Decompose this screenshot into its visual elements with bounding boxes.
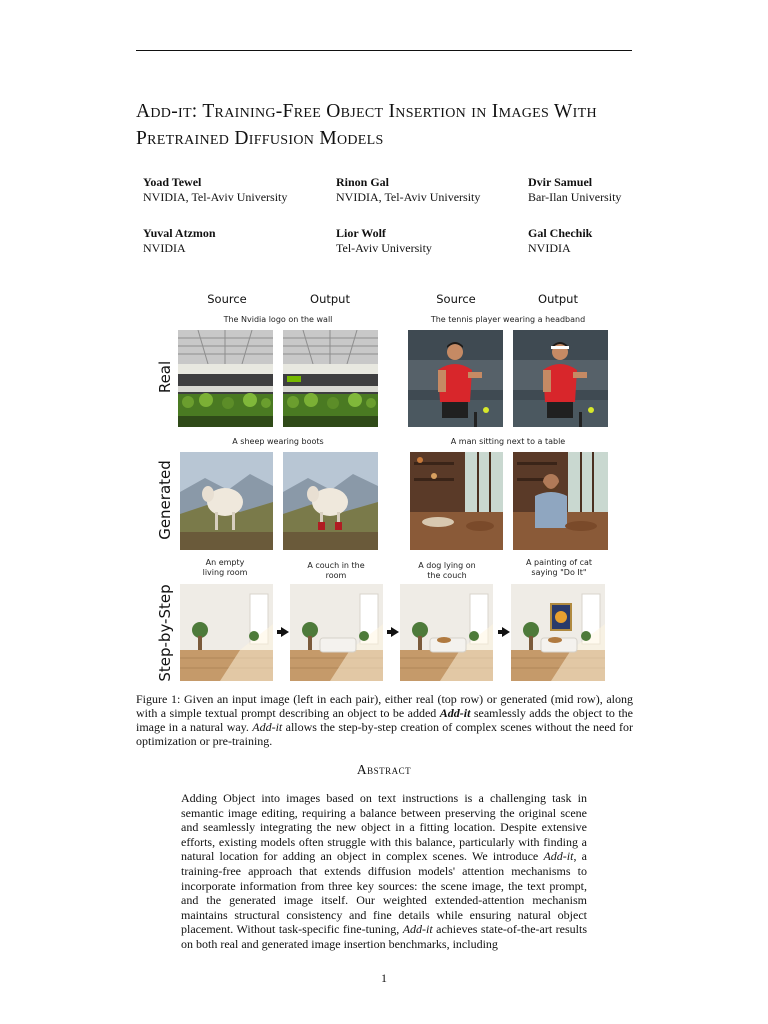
prompt-nvidia-logo: The Nvidia logo on the wall (223, 315, 333, 324)
page-number: 1 (381, 971, 387, 985)
method-name: Add-it (252, 720, 283, 734)
prompt-step-4: A painting of cat saying "Do It" (525, 558, 593, 577)
col-label-output: Output (310, 292, 350, 306)
author-1 (143, 175, 287, 205)
author-name: Yuval Atzmon (143, 226, 216, 240)
image-cafe-source (410, 452, 503, 550)
author-4 (143, 226, 216, 256)
author-affiliation: NVIDIA, Tel-Aviv University (336, 190, 481, 204)
arrow-right-icon (502, 627, 510, 637)
image-cafe-output (513, 452, 608, 550)
prompt-man-table: A man sitting next to a table (450, 437, 566, 446)
caption-label: Figure 1: (136, 692, 181, 706)
author-2 (336, 175, 480, 205)
author-3 (528, 175, 621, 205)
arrow-right-icon (281, 627, 289, 637)
col-label-output: Output (538, 292, 578, 306)
image-room-painting (511, 584, 605, 681)
prompt-step-3: A dog lying on the couch (418, 561, 476, 580)
row-label-real: Real (156, 360, 174, 394)
image-sheep-output (283, 452, 378, 550)
image-tennis-output (513, 330, 608, 427)
prompt-sheep-boots: A sheep wearing boots (232, 437, 324, 446)
row-label-generated: Generated (156, 460, 174, 540)
author-affiliation: Tel-Aviv University (336, 241, 432, 255)
figure-caption (136, 692, 633, 748)
image-room-couch (290, 584, 383, 681)
author-name: Rinon Gal (336, 175, 390, 189)
author-affiliation: NVIDIA (143, 241, 186, 255)
author-name: Dvir Samuel (528, 175, 593, 189)
author-name: Gal Chechik (528, 226, 593, 240)
author-6 (528, 226, 592, 256)
method-name: Add-it (402, 922, 433, 937)
method-name: Add-it (439, 706, 471, 720)
caption-text: allows the step-by-step creation of complex scenes without the need for optimization or pre-training. (136, 720, 634, 748)
author-affiliation: NVIDIA, Tel-Aviv University (143, 190, 288, 204)
author-name: Yoad Tewel (143, 175, 202, 189)
method-name: Add-it (543, 849, 574, 864)
abstract-body (181, 791, 587, 952)
image-sheep-source (180, 452, 273, 550)
image-room-dog (400, 584, 493, 681)
image-office-source (178, 330, 273, 427)
caption-text: Given an input image (left in each pair), either real (top row) or generated (mid row), along with a simple textual prompt describing an object to be added (136, 692, 634, 720)
col-label-source: Source (436, 292, 476, 306)
image-room-empty (180, 584, 273, 681)
image-tennis-source (408, 330, 503, 427)
row-label-step-by-step: Step-by-Step (156, 584, 174, 682)
author-5 (336, 226, 432, 256)
prompt-headband: The tennis player wearing a headband (430, 315, 586, 324)
author-affiliation: NVIDIA (528, 241, 571, 255)
prompt-step-2: A couch in the room (307, 561, 365, 580)
col-label-source: Source (207, 292, 247, 306)
abstract-text: , a training-free approach that extends diffusion models' attention mechanisms to incorporate information from three key sources: the scene image, the text prompt, and the generated image itself. Our weighted extended-attention mechanism maintains structural consistency and fine details while ensuring natural object placement. Without task-specific fine-tuning, (181, 849, 587, 937)
arrow-right-icon (391, 627, 399, 637)
header-rule (136, 50, 632, 51)
abstract-text: achieves state-of-the-art results on both real and generated image insertion benchmarks, including (181, 922, 587, 951)
paper-title: Add-it: Training-Free Object Insertion in Images With Pretrained Diffusion Models (136, 101, 597, 149)
caption-text: seamlessly adds the object to the image in a natural way. (136, 706, 633, 734)
author-name: Lior Wolf (336, 226, 386, 240)
author-affiliation: Bar-Ilan University (528, 190, 622, 204)
prompt-step-1: An empty living room (202, 558, 248, 577)
image-office-output (283, 330, 378, 427)
abstract-heading: Abstract (356, 762, 412, 777)
abstract-text: Adding Object into images based on text instructions is a challenging task in semantic image editing, requiring a balance between preserving the original scene and seamlessly integrating the new object in a fitting location. Despite extensive efforts, existing models often struggle with this balance, particularly with finding a natural location for adding an object in complex scenes. We introduce (181, 791, 587, 864)
